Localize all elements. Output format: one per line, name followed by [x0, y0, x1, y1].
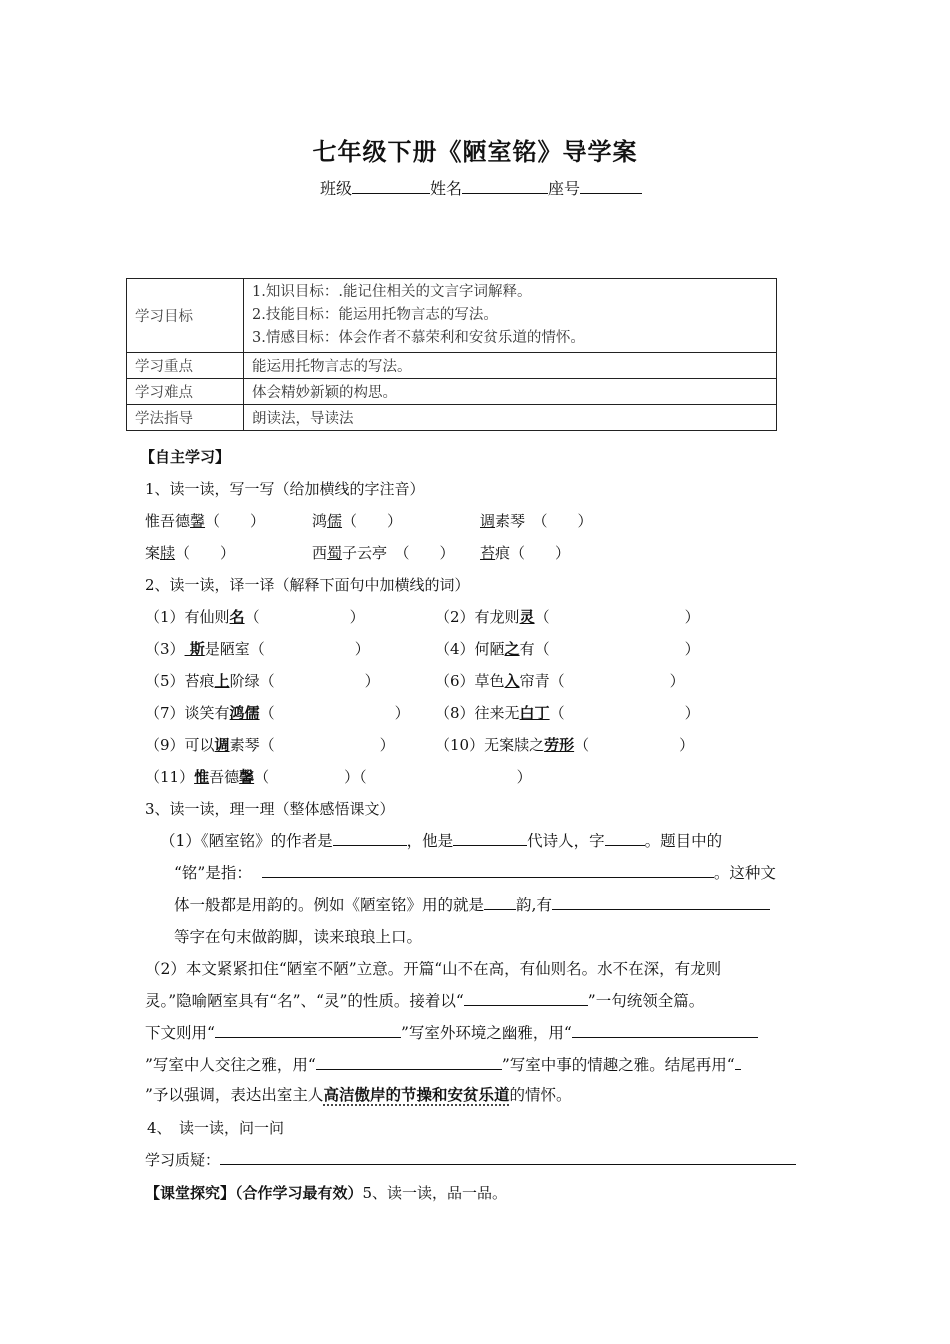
- goals-value: [244, 279, 777, 353]
- goals-row: [127, 279, 777, 353]
- q1-item-d: 案牍（ ）: [145, 544, 236, 562]
- difficulty-label: 学习难点: [127, 379, 244, 405]
- q3-line-9: ”予以强调，表达出室主人高洁傲岸的节操和安贫乐道的情怀。: [145, 1085, 572, 1104]
- goal-skill: 2.技能目标：能运用托物言志的写法。: [252, 307, 498, 323]
- difficulty-value: 体会精妙新颖的构思。: [244, 379, 777, 405]
- student-info-line: [320, 176, 642, 199]
- goals-label: 学习目标: [127, 279, 244, 353]
- q2-item-7: （7）谈笑有鸿儒（ ）: [145, 704, 410, 722]
- q3-heading: 3、读一读，理一理（整体感悟课文）: [145, 800, 395, 818]
- q1-item-c: 调素琴 （ ）: [480, 512, 593, 530]
- seat-label: 座号: [548, 179, 581, 198]
- q2-item-8: （8）往来无白丁（ ）: [435, 704, 700, 722]
- goal-knowledge: 1.知识目标：.能记住相关的文言字词解释。: [252, 284, 532, 300]
- q4-heading: 4、 读一读，问一问: [147, 1119, 285, 1137]
- q2-item-6: （6）草色入帘青（ ）: [435, 672, 685, 690]
- focus-value: 能运用托物言志的写法。: [244, 353, 777, 379]
- q3-line-2: “铭”是指： 。这种文: [174, 864, 776, 882]
- q2-heading: 2、读一读，译一译（解释下面句中加横线的词）: [145, 576, 470, 594]
- q1-item-a: 惟吾德馨（ ）: [145, 512, 266, 530]
- q4-question-line: 学习质疑：: [145, 1149, 796, 1170]
- q3-line-1: （1）《陋室铭》的作者是 ，他是 代诗人，字 。题目中的: [160, 832, 723, 850]
- q1-item-f: 苔痕（ ）: [480, 544, 571, 562]
- q3-line-4: 等字在句末做韵脚，读来琅琅上口。: [174, 928, 423, 946]
- learning-goals-table: [126, 278, 777, 431]
- q1-item-b: 鸿儒（ ）: [312, 512, 403, 530]
- q2-item-2: （2）有龙则灵（ ）: [435, 608, 700, 626]
- q3-line-8: ”写室中人交往之雅，用“ ”写室中事的情趣之雅。结尾再用“: [145, 1053, 741, 1075]
- dynasty-blank[interactable]: [453, 831, 527, 846]
- page-title: 七年级下册《陋室铭》导学案: [312, 138, 638, 166]
- q2-item-11: （11）惟吾德馨（ ）（ ）: [145, 768, 532, 786]
- q1-item-e: 西蜀子云亭 （ ）: [312, 544, 455, 562]
- question-blank[interactable]: [220, 1150, 796, 1165]
- courtesy-name-blank[interactable]: [605, 831, 645, 846]
- q1-heading: 1、读一读，写一写（给加横线的字注音）: [145, 480, 425, 498]
- rhyme-blank[interactable]: [484, 895, 516, 910]
- q2-item-10: （10）无案牍之劳形（ ）: [435, 736, 695, 754]
- author-blank[interactable]: [333, 831, 407, 846]
- difficulty-row: [127, 379, 777, 405]
- focus-label: 学习重点: [127, 353, 244, 379]
- name-blank[interactable]: [462, 179, 548, 194]
- classroom-explore-heading: 【课堂探究】（合作学习最有效）5、读一读，品一品。: [145, 1184, 508, 1202]
- class-label: 班级: [320, 179, 353, 198]
- ming-meaning-blank[interactable]: [262, 863, 714, 878]
- goal-emotion: 3.情感目标：体会作者不慕荣利和安贫乐道的情怀。: [252, 330, 585, 346]
- q3-line-5: （2）本文紧紧扣住“陋室不陋”立意。开篇“山不在高，有仙则名。水不在深，有龙则: [145, 960, 722, 978]
- q3-line-3: 体一般都是用韵的。例如《陋室铭》用的就是 韵,有: [174, 893, 770, 915]
- q3-line-7: 下文则用“ ”写室外环境之幽雅，用“: [145, 1021, 758, 1043]
- method-row: [127, 405, 777, 431]
- rhyme-words-blank[interactable]: [552, 895, 770, 910]
- method-value: 朗读法，导读法: [244, 405, 777, 431]
- seat-blank[interactable]: [580, 179, 642, 194]
- outer-environment-blank[interactable]: [215, 1023, 401, 1038]
- method-label: 学法指导: [127, 405, 244, 431]
- q2-item-9: （9）可以调素琴（ ）: [145, 736, 395, 754]
- people-blank[interactable]: [572, 1023, 758, 1038]
- q2-item-1: （1）有仙则名（ ）: [145, 608, 365, 626]
- theme-sentence-blank[interactable]: [464, 991, 588, 1006]
- q2-item-4: （4）何陋之有（ ）: [435, 640, 700, 658]
- q2-item-5: （5）苔痕上阶绿（ ）: [145, 672, 380, 690]
- q2-item-3: （3） 斯是陋室（ ）: [145, 640, 370, 658]
- activities-blank[interactable]: [316, 1055, 502, 1070]
- class-blank[interactable]: [352, 179, 430, 194]
- focus-row: [127, 353, 777, 379]
- name-label: 姓名: [430, 179, 463, 198]
- ending-quote-blank[interactable]: [735, 1055, 741, 1070]
- q3-line-6: 灵。”隐喻陋室具有“名”、“灵”的性质。接着以“ ”一句统领全篇。: [145, 992, 705, 1010]
- self-study-heading: 【自主学习】: [140, 448, 231, 466]
